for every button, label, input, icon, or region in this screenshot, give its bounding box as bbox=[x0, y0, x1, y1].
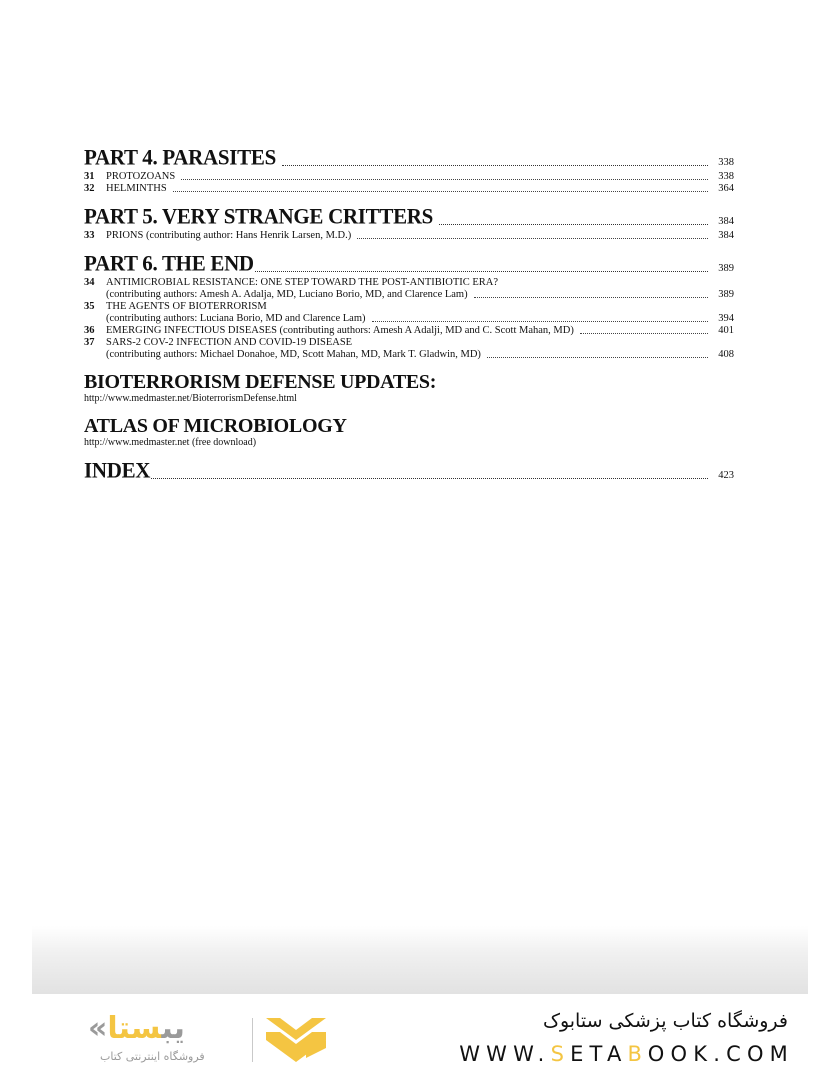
url-part-highlight: B bbox=[627, 1042, 648, 1066]
page-number: 384 bbox=[718, 216, 734, 227]
chapter-title: PRIONS (contributing author: Hans Henrik Larsen, M.D.) bbox=[106, 230, 352, 241]
chapter-number: 35 bbox=[84, 301, 95, 312]
part-heading-row bbox=[84, 146, 734, 171]
chapter-row bbox=[84, 301, 734, 313]
dot-leader bbox=[372, 321, 708, 322]
chapter-title: PROTOZOANS bbox=[106, 171, 176, 182]
part-5-section bbox=[84, 205, 734, 242]
chapter-row bbox=[84, 171, 734, 183]
logo-divider bbox=[252, 1018, 253, 1062]
page-number: 389 bbox=[718, 263, 734, 274]
dot-leader bbox=[173, 191, 708, 192]
part-4-section bbox=[84, 146, 734, 195]
part-heading-row bbox=[84, 252, 734, 277]
chapter-row bbox=[84, 277, 734, 289]
atlas-section bbox=[84, 415, 734, 449]
chapter-number: 33 bbox=[84, 230, 95, 241]
chapter-row bbox=[84, 325, 734, 337]
url-part: OOK.COM bbox=[647, 1042, 794, 1066]
dot-leader bbox=[474, 297, 708, 298]
section-url-link[interactable]: http://www.medmaster.net (free download) bbox=[84, 437, 257, 448]
chapter-authors: (contributing authors: Michael Donahoe, MD, Scott Mahan, MD, Mark T. Gladwin, MD) bbox=[106, 349, 481, 360]
part-title: PART 4. PARASITES bbox=[84, 144, 276, 170]
chapter-title: EMERGING INFECTIOUS DISEASES (contributing authors: Amesh A Adalji, MD and C. Scott Mahan, MD) bbox=[106, 325, 574, 336]
url-part-highlight: S bbox=[550, 1042, 571, 1066]
chapter-authors-row bbox=[84, 313, 734, 325]
dot-leader bbox=[181, 179, 708, 180]
chapter-number: 31 bbox=[84, 171, 95, 182]
part-title: PART 6. THE END bbox=[84, 250, 254, 276]
dot-leader bbox=[255, 271, 708, 272]
url-part: ETA bbox=[570, 1042, 628, 1066]
index-row bbox=[84, 459, 734, 484]
chapter-authors: (contributing authors: Luciana Borio, MD and Clarence Lam) bbox=[106, 313, 366, 324]
page-number: 338 bbox=[718, 157, 734, 168]
page-number: 338 bbox=[718, 171, 734, 182]
chapter-number: 36 bbox=[84, 325, 95, 336]
bioterrorism-updates-section bbox=[84, 371, 734, 405]
dot-leader bbox=[282, 165, 708, 166]
store-url-link[interactable] bbox=[459, 1042, 794, 1066]
dot-leader bbox=[151, 478, 708, 479]
chapter-row bbox=[84, 337, 734, 349]
chapter-title: THE AGENTS OF BIOTERRORISM bbox=[106, 301, 267, 312]
page-number: 384 bbox=[718, 230, 734, 241]
footer-fade-band bbox=[32, 926, 808, 994]
part-6-section bbox=[84, 252, 734, 361]
page-number: 394 bbox=[718, 313, 734, 324]
chapter-number: 37 bbox=[84, 337, 95, 348]
index-title: INDEX bbox=[84, 457, 151, 483]
section-title: ATLAS OF MICROBIOLOGY bbox=[84, 415, 347, 437]
store-name-persian: فروشگاه کتاب پزشکی ستابوک bbox=[542, 1010, 788, 1032]
page-number: 408 bbox=[718, 349, 734, 360]
logo-wordmark-gold: ستا bbox=[107, 1011, 162, 1046]
section-title: BIOTERRORISM DEFENSE UPDATES: bbox=[84, 371, 437, 393]
page-number: 401 bbox=[718, 325, 734, 336]
chevron-logo-icon bbox=[266, 1014, 326, 1070]
part-heading-row bbox=[84, 205, 734, 230]
dot-leader bbox=[487, 357, 708, 358]
chapter-title: HELMINTHS bbox=[106, 183, 167, 194]
dot-leader bbox=[357, 238, 708, 239]
logo-wordmark-gray: «یب bbox=[88, 1011, 185, 1046]
page-number: 364 bbox=[718, 183, 734, 194]
logo-wordmark bbox=[88, 1012, 185, 1046]
chapter-row bbox=[84, 183, 734, 195]
page-number: 389 bbox=[718, 289, 734, 300]
section-url-link[interactable]: http://www.medmaster.net/BioterrorismDefense.html bbox=[84, 393, 297, 404]
table-of-contents bbox=[84, 146, 734, 484]
chapter-number: 32 bbox=[84, 183, 95, 194]
store-logo[interactable] bbox=[70, 1008, 330, 1070]
chapter-row bbox=[84, 230, 734, 242]
part-title: PART 5. VERY STRANGE CRITTERS bbox=[84, 203, 434, 229]
chapter-authors-row bbox=[84, 289, 734, 301]
chapter-number: 34 bbox=[84, 277, 95, 288]
logo-tagline: فروشگاه اینترنتی کتاب bbox=[100, 1050, 205, 1063]
chapter-title: SARS-2 COV-2 INFECTION AND COVID-19 DISEASE bbox=[106, 337, 353, 348]
page-number: 423 bbox=[718, 470, 734, 481]
chapter-authors: (contributing authors: Amesh A. Adalja, MD, Luciano Borio, MD, and Clarence Lam) bbox=[106, 289, 468, 300]
store-footer bbox=[0, 996, 840, 1080]
dot-leader bbox=[439, 224, 708, 225]
chapter-authors-row bbox=[84, 349, 734, 361]
dot-leader bbox=[580, 333, 708, 334]
chapter-title: ANTIMICROBIAL RESISTANCE: ONE STEP TOWARD THE POST-ANTIBIOTIC ERA? bbox=[106, 277, 499, 288]
url-part: WWW. bbox=[459, 1042, 551, 1066]
